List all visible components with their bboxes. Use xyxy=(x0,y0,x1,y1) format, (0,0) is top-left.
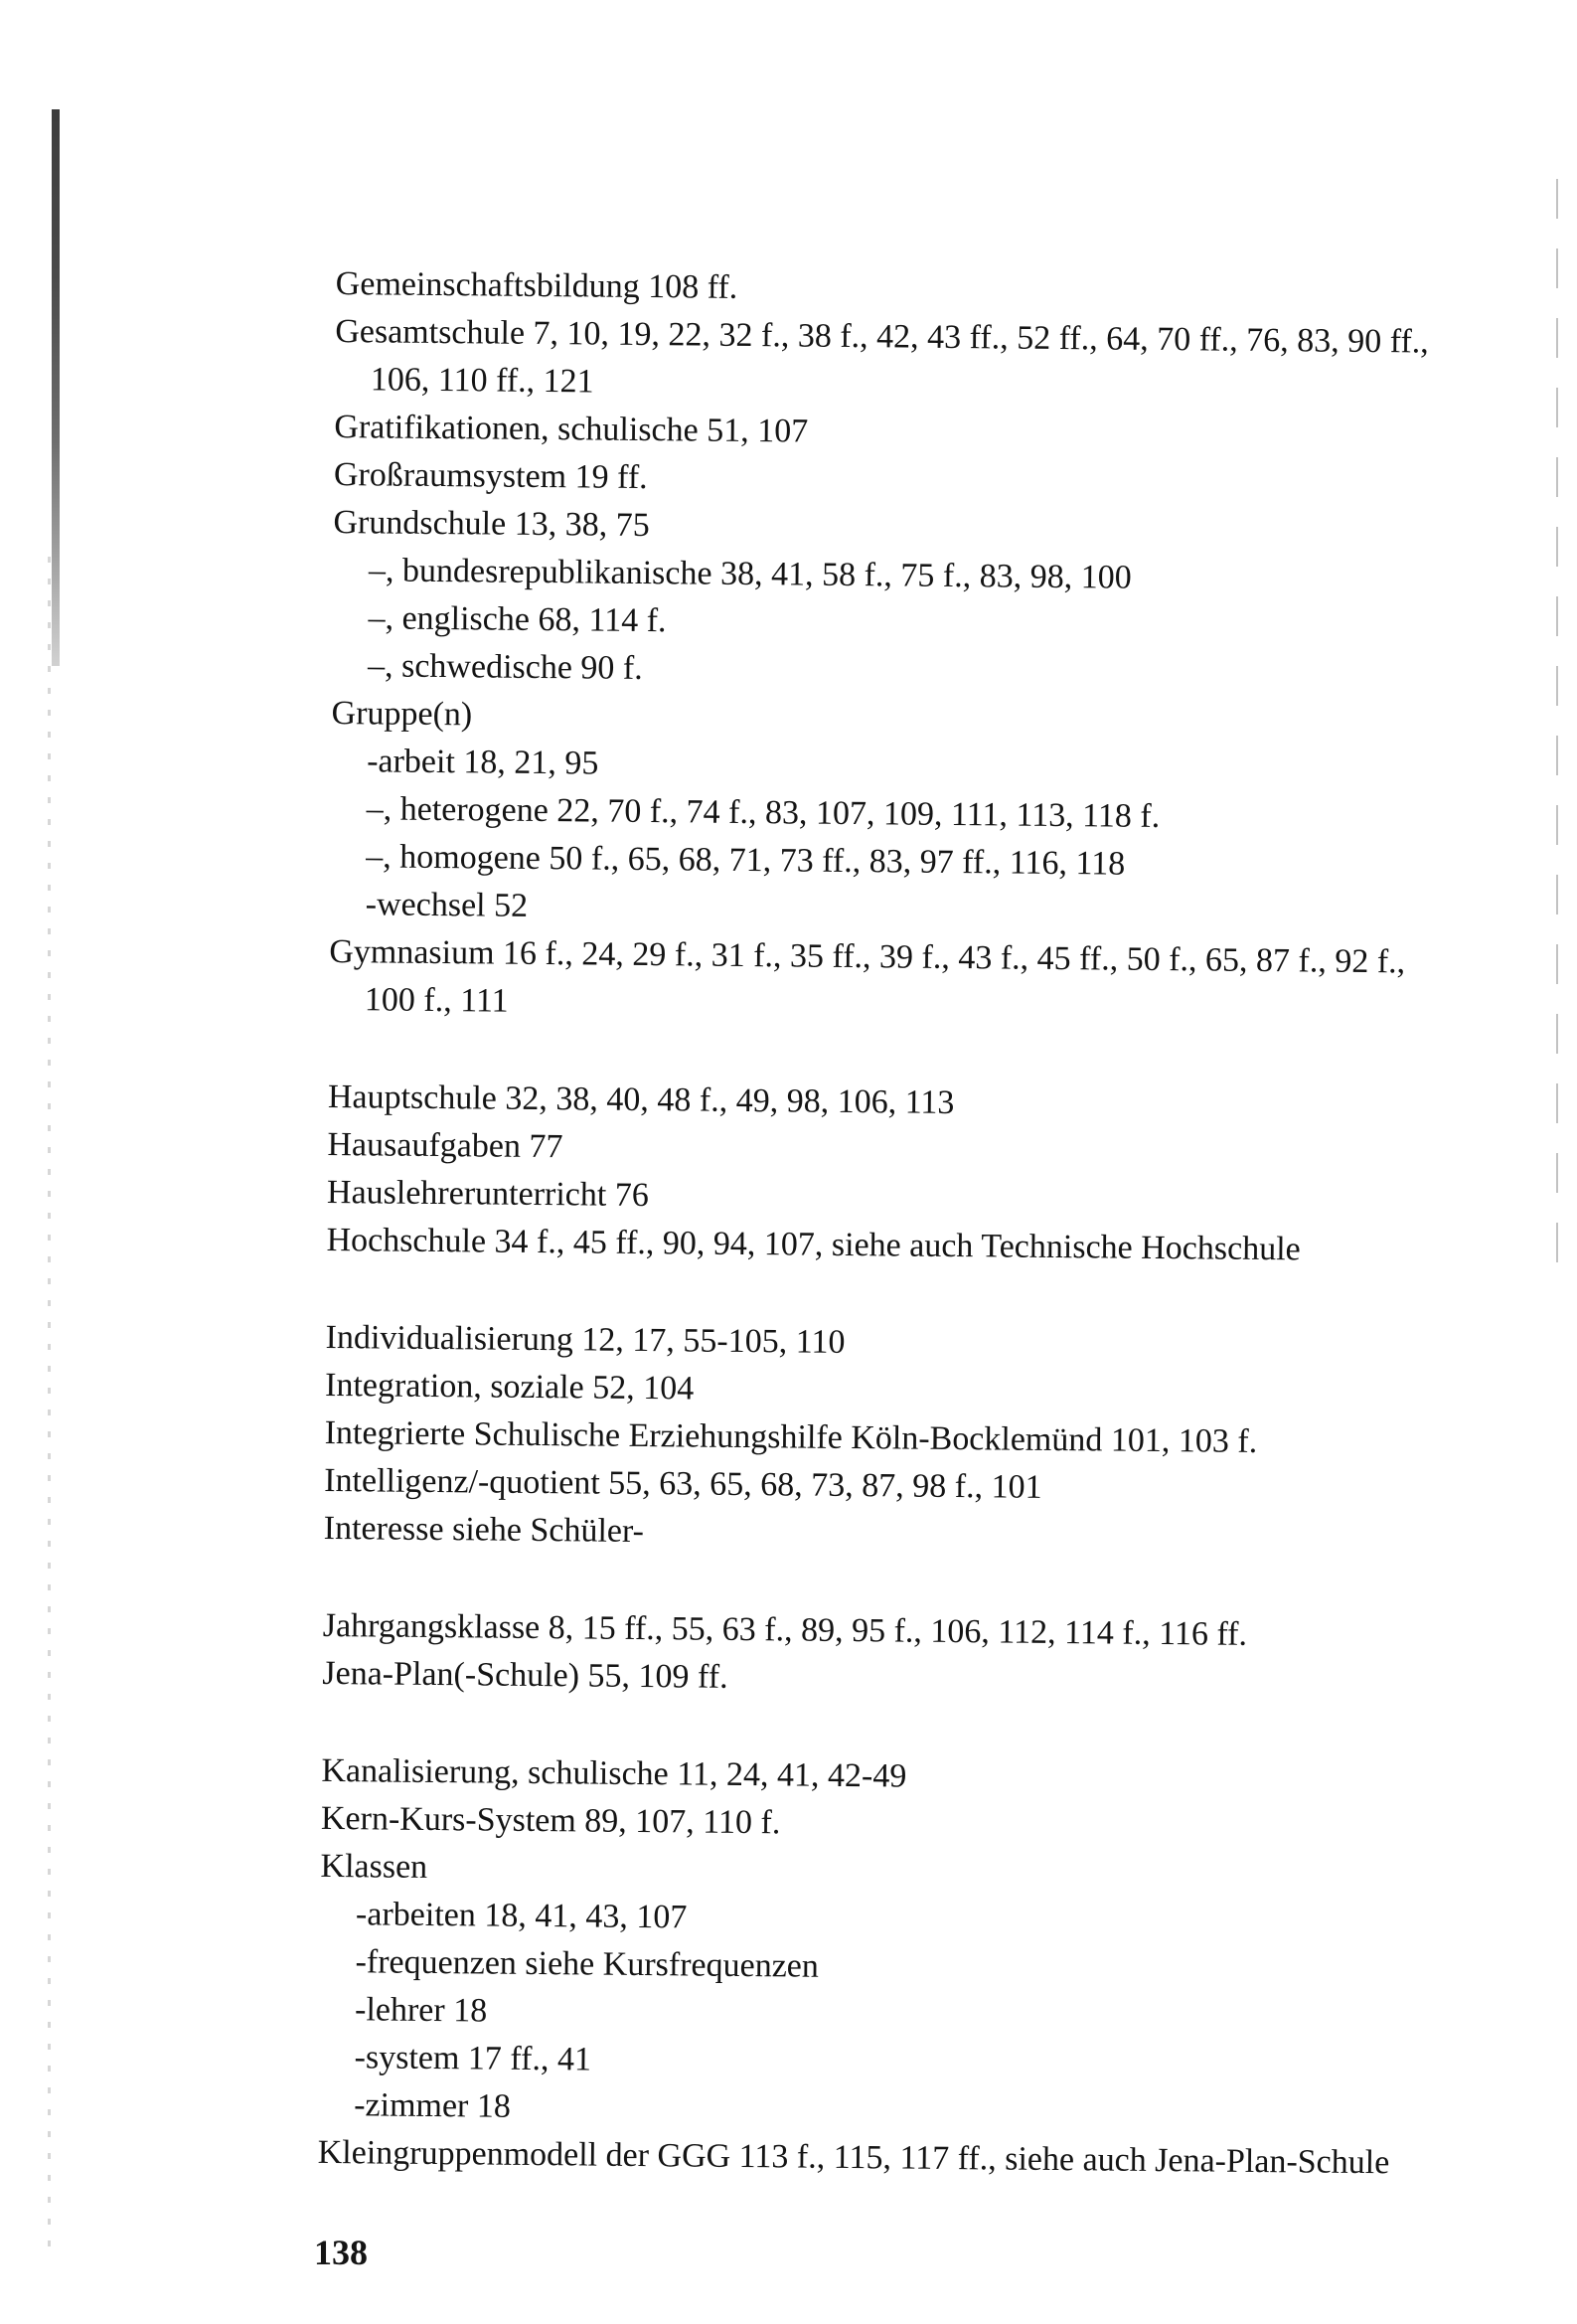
index-entry: Jena-Plan(-Schule) 55, 109 ff. xyxy=(322,1654,728,1696)
index-subentry: –, englische 68, 114 f. xyxy=(368,599,667,640)
index-subentry: -lehrer 18 xyxy=(354,1991,488,2030)
index-entry: Hochschule 34 f., 45 ff., 90, 94, 107, siehe auch Technische Hochschule xyxy=(326,1221,1301,1268)
index-entry: Hauptschule 32, 38, 40, 48 f., 49, 98, 106, 113 xyxy=(327,1078,955,1122)
index-entry: Hausaufgaben 77 xyxy=(327,1125,563,1166)
scan-edge-marks xyxy=(48,557,51,2246)
index-entry: Hauslehrerunterricht 76 xyxy=(326,1173,649,1215)
index-entry: Integrierte Schulische Erziehungshilfe Köln-Bocklemünd 101, 103 f. xyxy=(324,1413,1258,1460)
index-subentry: -zimmer 18 xyxy=(354,2086,512,2125)
index-entry: Gymnasium 16 f., 24, 29 f., 31 f., 35 ff., 39 f., 43 f., 45 ff., 50 f., 65, 87 f., 92 f., 100 f., 111 xyxy=(329,932,1406,1020)
index-entry: Gruppe(n) xyxy=(331,694,473,734)
index-subentry: –, homogene 50 f., 65, 68, 71, 73 ff., 83, 97 ff., 116, 118 xyxy=(366,838,1126,883)
index-entry: Kleingruppenmodell der GGG 113 f., 115, 117 ff., siehe auch Jena-Plan-Schule xyxy=(317,2133,1390,2182)
index-subentry: -frequenzen siehe Kursfrequenzen xyxy=(355,1943,820,1985)
index-entry: Gratifikationen, schulische 51, 107 xyxy=(334,408,809,450)
index-subentry: -system 17 ff., 41 xyxy=(354,2039,592,2078)
index-entry: Intelligenz/-quotient 55, 63, 65, 68, 73, 87, 98 f., 101 xyxy=(324,1461,1042,1506)
index-subentry: -arbeit 18, 21, 95 xyxy=(366,743,599,782)
index-subentry: –, bundesrepublikanische 38, 41, 58 f., 75 f., 83, 98, 100 xyxy=(368,552,1132,596)
scan-edge-shadow xyxy=(52,109,60,666)
index-entry: Jahrgangsklasse 8, 15 ff., 55, 63 f., 89, 95 f., 106, 112, 114 f., 116 ff. xyxy=(322,1606,1248,1653)
index-subentry: -arbeiten 18, 41, 43, 107 xyxy=(355,1896,688,1936)
index-list xyxy=(317,260,1448,2188)
index-letter-group xyxy=(317,1747,1434,2188)
index-letter-group xyxy=(322,1602,1436,1709)
index-entry: Klassen xyxy=(320,1847,428,1886)
index-letter-group xyxy=(326,1074,1441,1275)
index-entry: Interesse siehe Schüler- xyxy=(323,1509,645,1551)
index-subentry: –, schwedische 90 f. xyxy=(367,647,643,687)
index-entry: Gesamtschule 7, 10, 19, 22, 32 f., 38 f., 42, 43 ff., 52 ff., 64, 70 ff., 76, 83, 90 ff., 106, 110 ff., 121 xyxy=(335,312,1429,401)
index-entry: Kern-Kurs-System 89, 107, 110 f. xyxy=(320,1799,781,1842)
index-subentry: -wechsel 52 xyxy=(365,886,529,924)
index-entry: Integration, soziale 52, 104 xyxy=(324,1366,695,1408)
scan-edge-right-marks xyxy=(1556,179,1558,1272)
index-entry: Individualisierung 12, 17, 55-105, 110 xyxy=(325,1318,846,1361)
page-number: 138 xyxy=(314,2233,368,2272)
index-entry: Grundschule 13, 38, 75 xyxy=(333,503,650,545)
index-entry: Gemeinschaftsbildung 108 ff. xyxy=(335,264,738,306)
index-subentry: –, heterogene 22, 70 f., 74 f., 83, 107, 109, 111, 113, 118 f. xyxy=(366,790,1161,835)
index-entry: Kanalisierung, schulische 11, 24, 41, 42-49 xyxy=(321,1751,907,1795)
index-letter-group xyxy=(324,1314,1439,1564)
index-letter-group xyxy=(329,260,1449,1035)
index-entry: Großraumsystem 19 ff. xyxy=(333,455,648,497)
